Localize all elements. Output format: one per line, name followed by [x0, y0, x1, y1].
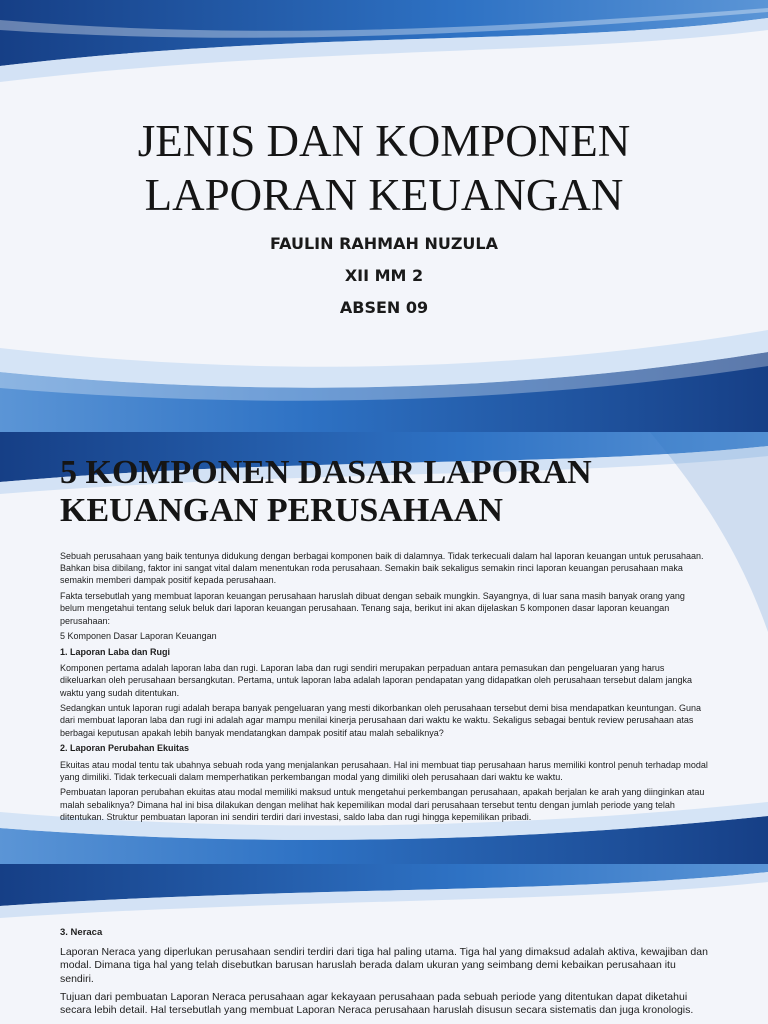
title-line-1: 5 KOMPONEN DASAR LAPORAN [60, 454, 592, 491]
paragraph: 5 Komponen Dasar Laporan Keuangan [60, 631, 217, 642]
title-line-2: KEUANGAN PERUSAHAAN [60, 492, 503, 529]
presentation-title [0, 114, 768, 222]
body-text [60, 926, 712, 1022]
slide-title [0, 0, 768, 432]
paragraph: Fakta tersebutlah yang membuat laporan keuangan perusahaan haruslah dibuat dengan sebaik mungkin. Sayangnya, di luar sana masih banyak orang yang belum mengetahui tentang seluk beluk dari laporan keuangan perusahaan. Tenang saja, berikut ini akan dijelaskan 5 komponen dasar laporan keuangan perusahaan: [60, 591, 685, 626]
title-line-1: JENIS DAN KOMPONEN [137, 116, 631, 166]
paragraph: Pembuatan laporan perubahan ekuitas atau modal memiliki maksud untuk mengetahui perkembangan perusahaan, apakah berjalan ke arah yang diinginkan atau malah sebaliknya? Dimana hal ini bisa dilakukan dengan melihat hak kepemilikan modal dari perusahaan tersebut tentu dengan jumlah periode yang telah ditentukan. Struktur pembuatan laporan ini sendiri terdiri dari investasi, saldo laba dan rugi hingga kepemilikan pribadi. [60, 787, 705, 822]
paragraph: Sedangkan untuk laporan rugi adalah berapa banyak pengeluaran yang mesti dikorbankan oleh perusahaan tersebut demi bisa mendapatkan keuntungan. Guna dari membuat laporan laba dan rugi ini adalah agar mampu menilai kinerja perusahaan dari waktu ke waktu. Sekaligus sebagai bentuk review perusahaan atas berbagai keputusan apakah lebih banyak mendatangkan dampak positif atau malah sebaliknya? [60, 703, 701, 738]
section-heading: 2. Laporan Perubahan Ekuitas [60, 743, 190, 754]
author-name: FAULIN RAHMAH NUZULA [270, 234, 498, 253]
paragraph: Laporan Neraca yang diperlukan perusahaan sendiri terdiri dari tiga hal paling utama. Tiga hal yang dimaksud adalah aktiva, kewajiban dan modal. Dimana tiga hal yang telah disebutkan barusan haruslah berada dalam ukuran yang seimbang demi kebaikan perusahaan itu sendiri. [60, 946, 708, 985]
section-heading: 3. Neraca [60, 927, 103, 938]
body-text [60, 550, 708, 827]
class-label: XII MM 2 [344, 266, 424, 285]
paragraph: Tujuan dari pembuatan Laporan Neraca perusahaan agar kekayaan perusahaan pada sebuah periode yang ditentukan dapat diketahui secara lebih detail. Hal tersebutlah yang membuat Laporan Neraca perusahaan haruslah disusun secara sistematis dan juga kronologis. [60, 990, 694, 1017]
slide-components [0, 432, 768, 864]
section-heading: 1. Laporan Laba dan Rugi [60, 646, 171, 657]
paragraph: Ekuitas atau modal tentu tak ubahnya sebuah roda yang menjalankan perusahaan. Hal ini membuat tiap perusahaan harus memiliki kontrol penuh terhadap modal yang dimiliki. Tidak terkecuali dalam memperhatikan perkembangan modal yang dimiliki oleh perusahaan dari waktu ke waktu. [60, 759, 708, 782]
slide-neraca [0, 864, 768, 1024]
title-line-2: LAPORAN KEUANGAN [144, 170, 624, 220]
paragraph: Sebuah perusahaan yang baik tentunya didukung dengan berbagai komponen baik di dalamnya. Tidak terkecuali dalam hal laporan keuangan untuk perusahaan. Bahkan bisa dibilang, faktor ini sangat vital dalam menentukan roda perusahaan. Semakin baik sekaligus semakin rinci laporan keuangan perusahaan maka semakin memberi dampak positif kepada perusahaan. [60, 551, 704, 586]
paragraph: Komponen pertama adalah laporan laba dan rugi. Laporan laba dan rugi sendiri merupakan perpaduan antara pemasukan dan pengeluaran yang harus dikeluarkan oleh perusahaan bersangkutan. Pertama, untuk laporan laba adalah laporan pendapatan yang didapatkan oleh perusahaan tersebut dalam jangka waktu yang sudah ditentukan. [60, 663, 692, 698]
absen-label: ABSEN 09 [339, 298, 429, 317]
slide-title [60, 454, 710, 530]
